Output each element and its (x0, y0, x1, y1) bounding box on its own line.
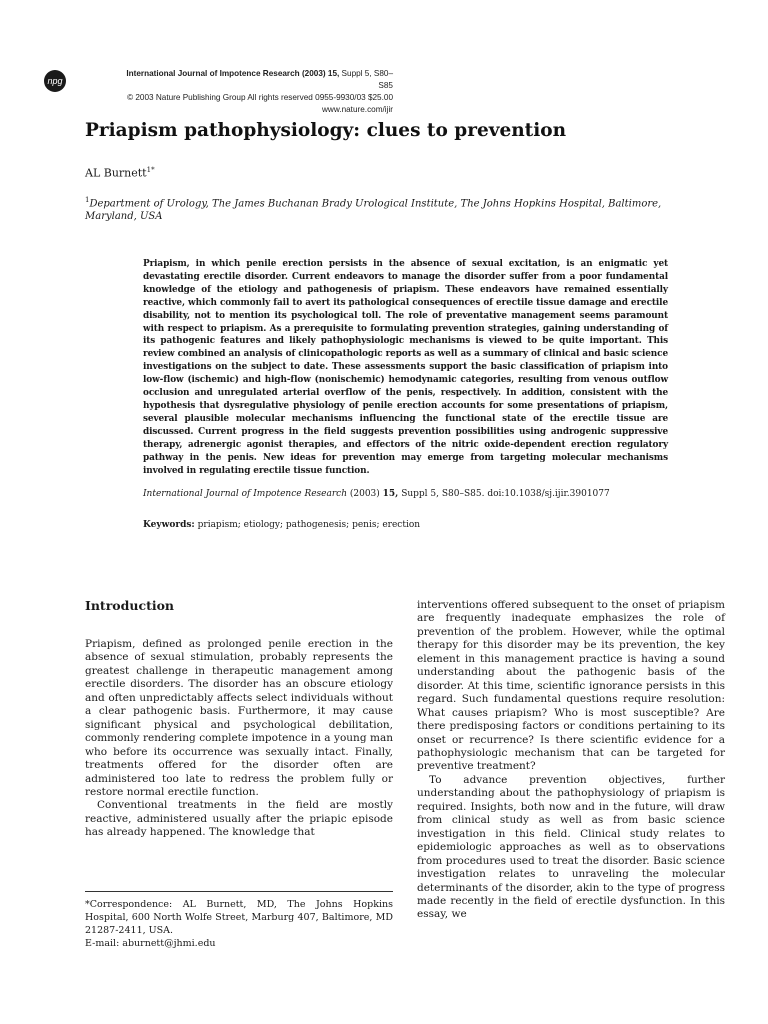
keywords-list: priapism; etiology; pathogenesis; penis; erection (194, 520, 421, 530)
paragraph: To advance prevention objectives, further understanding about the pathophysiology of priapism is required. Insights, both now and in the future, will draw from clinical study as well as from basic science investigation in this field. Clinical study relates to epidemiologic approaches as well as to observations from procedures used to treat the disorder. Basic science investigation relates to unraveling the molecular determinants of the disorder, akin to the type of progress made recently in the field of erectile dysfunction. In this essay, we (417, 773, 725, 921)
affiliation (85, 194, 705, 223)
journal-name: International Journal of Impotence Research (2003) 15, (126, 69, 340, 78)
correspondence-address: *Correspondence: AL Burnett, MD, The Johns Hopkins Hospital, 600 North Wolfe Street, Marburg 407, Baltimore, MD 21287-2411, USA. (85, 899, 393, 936)
journal-header (120, 68, 393, 116)
copyright-line: © 2003 Nature Publishing Group All rights reserved 0955-9930/03 $25.00 (127, 93, 393, 102)
author-line (85, 166, 155, 180)
left-column (85, 638, 393, 840)
paragraph: Conventional treatments in the field are mostly reactive, administered usually after the priapic episode has already happened. The knowledge that (85, 799, 393, 839)
correspondence-email[interactable]: E-mail: aburnett@jhmi.edu (85, 938, 216, 949)
journal-pages: Suppl 5, S80–S85 (339, 69, 393, 90)
affiliation-text: Department of Urology, The James Buchanan Brady Urological Institute, The Johns Hopkins Hospital, Baltimore, Maryland, USA (85, 198, 662, 223)
journal-url[interactable]: www.nature.com/ijir (322, 105, 393, 114)
citation-line (143, 488, 683, 500)
abstract: Priapism, in which penile erection persists in the absence of sexual excitation, is an enigmatic yet devastating erectile disorder. Current endeavors to manage the disorder suffer from a poor fundamental knowledge of the etiology and pathogenesis of priapism. These endeavors have remained essentially reactive, which commonly fail to avert its pathological consequences of erectile tissue damage and erectile disability, not to mention its psychological toll. The role of preventative management seems paramount with respect to priapism. As a prerequisite to formulating prevention strategies, gaining understanding of its pathogenic features and likely pathophysiologic mechanisms is viewed to be quite important. This review combined an analysis of clinicopathologic reports as well as a summary of clinical and basic science investigations on the subject to date. These assessments support the basic classification of priapism into low-flow (ischemic) and high-flow (nonischemic) hemodynamic categories, resulting from venous outflow occlusion and unregulated arterial overflow of the penis, respectively. In addition, consistent with the hypothesis that dysregulative physiology of penile erection accounts for some presentations of priapism, several plausible molecular mechanisms influencing the functional state of the erectile tissue are discussed. Current progress in the field suggests prevention possibilities using androgenic suppressive therapy, adrenergic agonist therapies, and effectors of the nitric oxide-dependent erection regulatory pathway in the penis. New ideas for prevention may emerge from targeting molecular mechanisms involved in regulating erectile tissue function. (143, 259, 668, 476)
author-name: AL Burnett (85, 166, 147, 180)
keywords-line (143, 519, 683, 531)
correspondence-footnote (85, 898, 393, 950)
affiliation-mark: 1 (85, 196, 90, 204)
author-affiliation-mark: 1* (146, 166, 155, 174)
article-title: Priapism pathophysiology: clues to prevention (85, 120, 567, 141)
citation-year: (2003) (347, 489, 383, 499)
journal-citation-line (120, 68, 393, 92)
publisher-logo: npg (44, 70, 66, 92)
citation-journal: International Journal of Impotence Research (143, 489, 347, 499)
citation-volume: 15, (382, 489, 399, 499)
paragraph: Priapism, defined as prolonged penile erection in the absence of sexual stimulation, probably represents the greatest challenge in therapeutic management among erectile disorders. The disorder has an obscure etiology and often unpredictably affects select individuals without a clear pathogenic basis. Furthermore, it may cause significant physical and psychological debilitation, commonly rendering complete impotence in a young man who before its occurrence was sexually intact. Finally, treatments offered for the disorder often are administered too late to redress the problem fully or restore normal erectile function. (85, 638, 393, 798)
right-column (417, 599, 725, 922)
footnote-divider (85, 891, 393, 892)
paragraph: interventions offered subsequent to the onset of priapism are frequently inadequate emphasizes the role of prevention of the problem. However, while the optimal therapy for this disorder may be its prevention, the key element in this management practice is having a sound understanding about the pathogenic basis of the disorder. At this time, scientific ignorance persists in this regard. Such fundamental questions require resolution: What causes priapism? Who is most susceptible? Are there predisposing factors or conditions pertaining to its onset or recurrence? Is there scientific evidence for a pathophysiologic mechanism that can be targeted for preventive treatment? (417, 599, 725, 773)
citation-doi[interactable]: Suppl 5, S80–S85. doi:10.1038/sj.ijir.3901077 (398, 489, 610, 499)
section-heading-introduction: Introduction (85, 598, 175, 613)
keywords-label: Keywords: (143, 520, 195, 530)
